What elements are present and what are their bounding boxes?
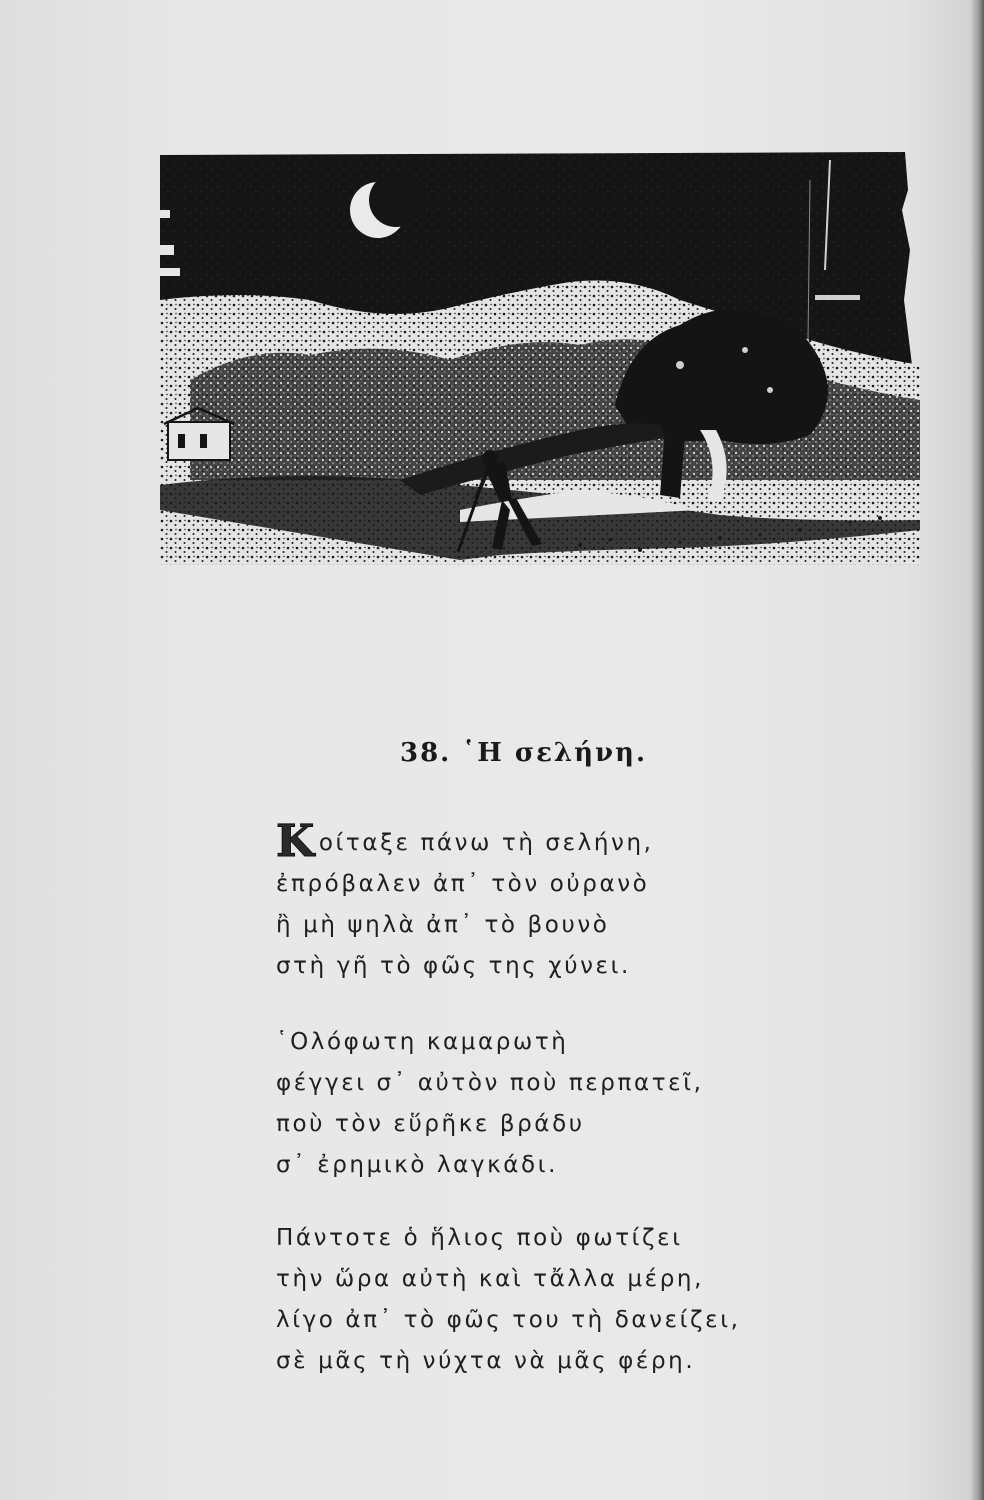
verse-line: σὲ μᾶς τὴ νύχτα νὰ μᾶς φέρη. <box>276 1348 696 1374</box>
stanza <box>276 816 776 987</box>
verse-line: τὴν ὥρα αὐτὴ καὶ τἄλλα μέρη, <box>276 1266 704 1292</box>
woodcut-illustration <box>160 150 920 565</box>
verse-line: φέγγει σ᾿ αὐτὸν ποὺ περπατεῖ, <box>276 1070 704 1096</box>
verse-line-text: οίταξε πάνω τὴ σελήνη, <box>318 830 654 856</box>
verse-line: ποὺ τὸν εὕρῆκε βράδυ <box>276 1111 585 1137</box>
page-edge-shadow <box>970 0 984 1500</box>
poem-title: 38. ῾Η σελήνη. <box>400 738 648 768</box>
verse-line: Πάντοτε ὁ ἥλιος ποὺ φωτίζει <box>276 1225 683 1251</box>
verse-line: ἢ μὴ ψηλὰ ἀπ᾿ τὸ βουνὸ <box>276 912 610 938</box>
verse-line: στὴ γῆ τὸ φῶς της χύνει. <box>276 953 631 979</box>
verse-line: ἐπρόβαλεν ἀπ᾿ τὸν οὐρανὸ <box>276 871 650 897</box>
verse-line: σ᾿ ἐρημικὸ λαγκάδι. <box>276 1152 559 1178</box>
stanza <box>276 1022 776 1186</box>
verse-line: λίγο ἀπ᾿ τὸ φῶς του τὴ δανείζει, <box>276 1307 741 1333</box>
verse-line <box>276 816 776 867</box>
stanza <box>276 1218 776 1382</box>
drop-cap-letter: Κ <box>276 816 317 867</box>
verse-line: ῾Ολόφωτη καμαρωτὴ <box>276 1029 569 1055</box>
